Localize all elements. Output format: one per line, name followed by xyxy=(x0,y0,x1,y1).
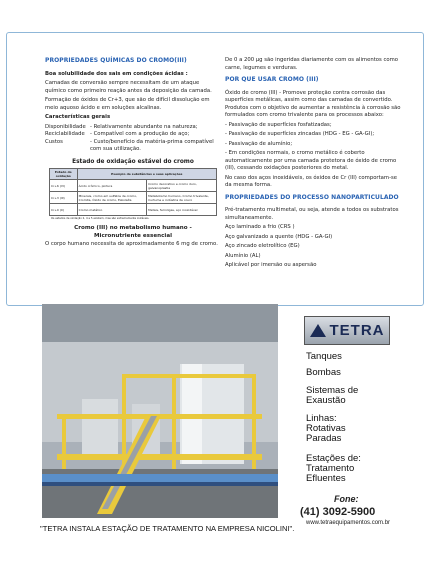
characteristics-heading: Características gerais xyxy=(45,114,111,121)
service-item: Sistemas de Exaustão xyxy=(306,385,359,406)
why-use-paragraph: Óxido de cromo (III) - Promove proteção contra corrosão das superfícies metálicas, assim como das camadas de convertido. Produtos com o objetivo de aumentar a resistência à corrosão são formulados com cromo trivalente para os processos abaixo: xyxy=(225,89,401,119)
characteristic-value: - Compatível com a produção de aço; xyxy=(90,131,190,138)
characteristic-row xyxy=(45,131,221,139)
characteristic-value: - Relativamente abundante na natureza; xyxy=(90,123,198,130)
nano-list-item: Aço laminado a frio (CRS ) xyxy=(225,224,295,231)
characteristic-key: Disponibilidade xyxy=(45,123,86,130)
table-cell: Ácido crômico, pintura xyxy=(77,180,147,192)
triangle-logo-icon xyxy=(310,324,326,337)
table-header: Estado de oxidação xyxy=(50,168,78,180)
table-header: Exemplo de substâncias e suas aplicações xyxy=(77,168,216,180)
solubility-paragraph-1: Camadas de conversão sempre necessitam de um ataque químico como primeiro reação antes da deposição da camada. xyxy=(45,80,212,94)
table-cell: Metais, ferroligas, aço inoxidável xyxy=(147,204,217,216)
metabolism-paragraph: O corpo humano necessita de aproximadamente 6 mg de cromo. xyxy=(45,240,218,247)
table-row xyxy=(50,192,217,204)
oxidation-table-title: Estado de oxidação estável do cromo xyxy=(72,158,194,165)
table-cell: Minerais, cromo em sulfatos de cromo, Cromita, Óxido de cromo, Eskolaíta xyxy=(77,192,147,204)
characteristic-value: - Custo/benefício da matéria-prima compatível com sua utilização. xyxy=(90,138,214,153)
table-header-row xyxy=(50,168,217,180)
why-list-item: - Passivação de alumínio; xyxy=(225,140,293,147)
oxidation-table xyxy=(49,168,217,217)
table-cell: Cromo decorativo e cromo duro, galvanoplastia xyxy=(147,180,217,192)
service-item: Estações de: Tratamento Efluentes xyxy=(306,453,361,484)
treatment-plant-photo xyxy=(42,304,278,518)
why-list-item: - Em condições normais, o cromo metálico é coberto automaticamente por uma camada protetora de óxido de cromo (III), cessando oxidações posteriores do metal. xyxy=(225,150,397,172)
nano-list-item: Aço zincado eletrolítico (EG) xyxy=(225,243,300,250)
article-box xyxy=(6,32,424,306)
photo-caption: "TETRA INSTALA ESTAÇÃO DE TRATAMENTO NA EMPRESA NICOLINI". xyxy=(40,524,295,533)
table-cell: Cr+6 (VI) xyxy=(50,180,78,192)
service-item: Linhas: Rotativas Paradas xyxy=(306,413,346,444)
table-cell: Cr+0 (0) xyxy=(50,204,78,216)
left-column xyxy=(45,57,221,250)
table-row xyxy=(50,204,217,216)
tetra-logo xyxy=(304,316,390,345)
solubility-paragraph-2: Formação de óxidos de Cr+3, que são de difícil dissolução em meio aquoso ácido e em soluções alcalinas. xyxy=(45,97,210,111)
table-row xyxy=(50,180,217,192)
nano-heading: PROPRIEDADES DO PROCESSO NANOPARTICULADO xyxy=(225,193,399,201)
logo-text: TETRA xyxy=(329,322,385,339)
nano-list-item: Alumínio (AL) xyxy=(225,252,261,259)
website-link[interactable]: www.tetraequipamentos.com.br xyxy=(306,520,391,526)
metabolism-heading-2: Micronutriente essencial xyxy=(93,233,173,239)
fone-label: Fone: xyxy=(334,494,359,504)
metabolism-heading-1: Cromo (III) no metabolismo humano - xyxy=(74,225,192,232)
characteristic-row xyxy=(45,139,221,154)
table-note: Os estados de oxidação 2, 4 e 5 existem, mas são extremamente instáveis. xyxy=(51,217,150,221)
characteristic-key: Custos xyxy=(45,138,63,145)
why-use-heading: POR QUE USAR CROMO (III) xyxy=(225,76,319,84)
nano-paragraph: Pré-tratamento multimetal, ou seja, atende a todos os substratos simultaneamente. xyxy=(225,207,399,221)
why-list-item: - Passivação de superfícies fosfatizadas; xyxy=(225,121,332,128)
nano-list-item: Aplicável por imersão ou aspersão xyxy=(225,262,317,269)
phone-number: (41) 3092-5900 xyxy=(300,506,376,518)
service-item: Tanques xyxy=(306,351,342,362)
nano-list-item: Aço galvanizado a quente (HDG - GA-GI) xyxy=(225,233,333,240)
solubility-heading: Boa solubilidade dos sais em condições ácidas : xyxy=(45,70,188,77)
stainless-paragraph: No caso dos aços inoxidáveis, os óxidos de Cr (III) comportam-se da mesma forma. xyxy=(225,174,398,189)
table-cell: Metabolismo humano, Cromo trivalente, Curtume e indústria de couro xyxy=(147,192,217,204)
characteristic-row xyxy=(45,124,221,132)
service-item: Bombas xyxy=(306,367,341,378)
table-cell: Cr+3 (III) xyxy=(50,192,78,204)
intake-paragraph: De 0 a 200 µg são ingeridas diariamente com os alimentos como carne, legumes e verduras. xyxy=(225,57,399,71)
right-column xyxy=(225,57,403,272)
why-list-item: - Passivação de superfícies zincadas (HDG - EG - GA-GI); xyxy=(225,131,375,138)
chemical-properties-heading: PROPRIEDADES QUÍMICAS DO CROMO(III) xyxy=(45,57,187,64)
characteristic-key: Reciclabilidade xyxy=(45,131,85,138)
table-cell: Cromo metálico xyxy=(77,204,147,216)
